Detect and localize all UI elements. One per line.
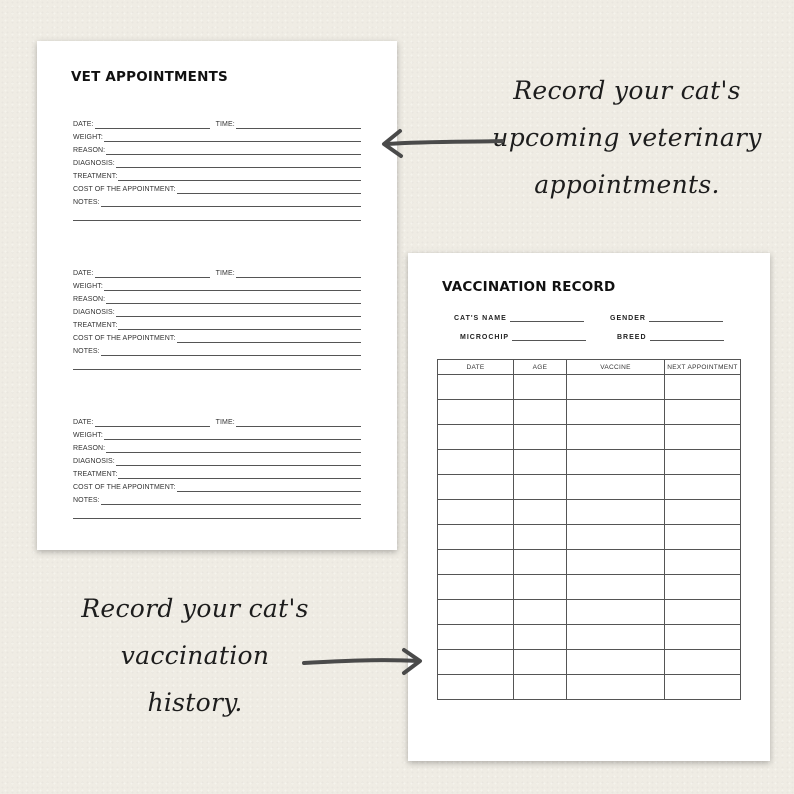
table-cell — [567, 550, 665, 575]
table-cell — [567, 625, 665, 650]
table-row — [438, 500, 741, 525]
table-row — [438, 550, 741, 575]
time-label: TIME: — [215, 121, 235, 128]
vet-caption-line: appointments. — [534, 170, 720, 199]
appointment-block — [73, 414, 361, 519]
table-row — [438, 625, 741, 650]
weight-label: WEIGHT: — [73, 283, 103, 290]
notes-extra-line — [73, 207, 361, 221]
treatment-label: TREATMENT: — [73, 471, 118, 478]
table-cell — [665, 650, 741, 675]
notes-label: NOTES: — [73, 199, 100, 206]
table-cell — [514, 525, 567, 550]
vet-caption — [492, 67, 762, 208]
treatment-line — [118, 322, 361, 330]
weight-label: WEIGHT: — [73, 134, 103, 141]
column-header-age: AGE — [514, 360, 567, 375]
table-cell — [665, 425, 741, 450]
treatment-row — [73, 168, 361, 181]
table-cell — [567, 575, 665, 600]
table-cell — [665, 625, 741, 650]
vaccination-caption-line: history. — [147, 688, 243, 717]
vaccination-caption-line: vaccination — [120, 641, 270, 670]
vet-appointments-sheet — [37, 41, 397, 550]
column-header-next-appointment: NEXT APPOINTMENT — [665, 360, 741, 375]
table-cell — [567, 525, 665, 550]
vaccination-caption — [80, 585, 310, 726]
table-cell — [665, 500, 741, 525]
weight-row — [73, 278, 361, 291]
table-cell — [567, 475, 665, 500]
treatment-label: TREATMENT: — [73, 173, 118, 180]
reason-line — [106, 445, 361, 453]
table-cell — [438, 500, 514, 525]
cost-of-appointment-line — [177, 186, 362, 194]
treatment-row — [73, 466, 361, 479]
diagnosis-line — [116, 160, 361, 168]
table-header-row — [438, 360, 741, 375]
treatment-row — [73, 317, 361, 330]
cost-of-appointment-row — [73, 479, 361, 492]
vet-sheet-title: VET APPOINTMENTS — [71, 69, 228, 85]
weight-label: WEIGHT: — [73, 432, 103, 439]
diagnosis-label: DIAGNOSIS: — [73, 458, 115, 465]
table-cell — [514, 500, 567, 525]
date-label: DATE: — [73, 419, 94, 426]
weight-row — [73, 427, 361, 440]
notes-row — [73, 343, 361, 356]
date-label: DATE: — [73, 270, 94, 277]
column-header-vaccine: VACCINE — [567, 360, 665, 375]
table-row — [438, 400, 741, 425]
breed-label: BREED — [617, 334, 647, 341]
diagnosis-label: DIAGNOSIS: — [73, 309, 115, 316]
table-cell — [514, 600, 567, 625]
microchip-field — [460, 333, 586, 341]
table-row — [438, 650, 741, 675]
table-cell — [514, 375, 567, 400]
table-cell — [514, 625, 567, 650]
table-cell — [567, 500, 665, 525]
table-cell — [514, 450, 567, 475]
table-cell — [514, 575, 567, 600]
treatment-line — [118, 471, 361, 479]
cost-of-appointment-line — [177, 484, 362, 492]
reason-row — [73, 142, 361, 155]
column-header-date: DATE — [438, 360, 514, 375]
table-row — [438, 475, 741, 500]
reason-line — [106, 296, 361, 304]
gender-label: GENDER — [610, 315, 646, 322]
table-cell — [665, 450, 741, 475]
cats-name-label: CAT'S NAME — [454, 315, 507, 322]
table-row — [438, 575, 741, 600]
reason-line — [106, 147, 361, 155]
diagnosis-line — [116, 458, 361, 466]
time-line — [236, 270, 361, 278]
vaccination-table — [437, 359, 741, 700]
table-cell — [514, 425, 567, 450]
table-cell — [438, 425, 514, 450]
time-label: TIME: — [215, 270, 235, 277]
table-row — [438, 425, 741, 450]
weight-line — [104, 283, 361, 291]
vaccination-record-sheet — [408, 253, 770, 761]
table-cell — [665, 400, 741, 425]
diagnosis-line — [116, 309, 361, 317]
table-cell — [438, 375, 514, 400]
date-time-row — [73, 414, 361, 427]
time-line — [236, 121, 361, 129]
table-cell — [514, 400, 567, 425]
date-time-row — [73, 116, 361, 129]
table-cell — [665, 375, 741, 400]
gender-line — [649, 314, 723, 322]
reason-label: REASON: — [73, 445, 106, 452]
gender-field — [610, 314, 723, 322]
table-cell — [567, 675, 665, 700]
table-cell — [438, 650, 514, 675]
table-row — [438, 450, 741, 475]
table-cell — [514, 475, 567, 500]
table-cell — [567, 600, 665, 625]
table-row — [438, 600, 741, 625]
vaccination-caption-line: Record your cat's — [81, 594, 309, 623]
reason-row — [73, 440, 361, 453]
date-line — [95, 419, 210, 427]
breed-field — [617, 333, 724, 341]
diagnosis-row — [73, 304, 361, 317]
date-label: DATE: — [73, 121, 94, 128]
reason-label: REASON: — [73, 147, 106, 154]
date-line — [95, 121, 210, 129]
date-line — [95, 270, 210, 278]
cost-of-appointment-line — [177, 335, 362, 343]
weight-line — [104, 134, 361, 142]
table-cell — [438, 675, 514, 700]
diagnosis-label: DIAGNOSIS: — [73, 160, 115, 167]
cost-of-appointment-label: COST OF THE APPOINTMENT: — [73, 484, 176, 491]
notes-extra-line — [73, 356, 361, 370]
table-cell — [665, 550, 741, 575]
table-cell — [567, 375, 665, 400]
notes-label: NOTES: — [73, 348, 100, 355]
date-time-row — [73, 265, 361, 278]
table-cell — [567, 400, 665, 425]
table-cell — [438, 600, 514, 625]
table-cell — [567, 425, 665, 450]
notes-line — [101, 497, 361, 505]
table-cell — [514, 650, 567, 675]
table-cell — [665, 675, 741, 700]
time-label: TIME: — [215, 419, 235, 426]
table-cell — [438, 575, 514, 600]
treatment-line — [118, 173, 361, 181]
table-cell — [665, 575, 741, 600]
table-row — [438, 375, 741, 400]
table-row — [438, 675, 741, 700]
table-cell — [438, 625, 514, 650]
microchip-line — [512, 333, 586, 341]
breed-line — [650, 333, 724, 341]
table-row — [438, 525, 741, 550]
table-cell — [438, 475, 514, 500]
appointment-block — [73, 116, 361, 221]
reason-label: REASON: — [73, 296, 106, 303]
vet-caption-line: Record your cat's — [513, 76, 741, 105]
diagnosis-row — [73, 155, 361, 168]
cats-name-line — [510, 314, 584, 322]
cost-of-appointment-row — [73, 181, 361, 194]
treatment-label: TREATMENT: — [73, 322, 118, 329]
notes-extra-line — [73, 505, 361, 519]
table-cell — [567, 450, 665, 475]
table-cell — [438, 550, 514, 575]
notes-label: NOTES: — [73, 497, 100, 504]
cost-of-appointment-label: COST OF THE APPOINTMENT: — [73, 186, 176, 193]
vet-caption-line: upcoming veterinary — [492, 123, 762, 152]
appointment-block — [73, 265, 361, 370]
table-cell — [438, 525, 514, 550]
table-cell — [514, 550, 567, 575]
arrow-right-icon — [300, 645, 428, 681]
table-cell — [567, 650, 665, 675]
microchip-label: MICROCHIP — [460, 334, 510, 341]
weight-line — [104, 432, 361, 440]
table-cell — [438, 400, 514, 425]
vaccination-sheet-title: VACCINATION RECORD — [442, 279, 616, 295]
table-cell — [665, 525, 741, 550]
notes-row — [73, 492, 361, 505]
cost-of-appointment-row — [73, 330, 361, 343]
vaccination-table-body — [438, 375, 741, 700]
table-cell — [665, 475, 741, 500]
cost-of-appointment-label: COST OF THE APPOINTMENT: — [73, 335, 176, 342]
diagnosis-row — [73, 453, 361, 466]
table-cell — [665, 600, 741, 625]
table-cell — [514, 675, 567, 700]
reason-row — [73, 291, 361, 304]
time-line — [236, 419, 361, 427]
notes-line — [101, 348, 361, 356]
notes-row — [73, 194, 361, 207]
weight-row — [73, 129, 361, 142]
table-cell — [438, 450, 514, 475]
cats-name-field — [454, 314, 584, 322]
arrow-left-icon — [376, 125, 506, 161]
notes-line — [101, 199, 361, 207]
